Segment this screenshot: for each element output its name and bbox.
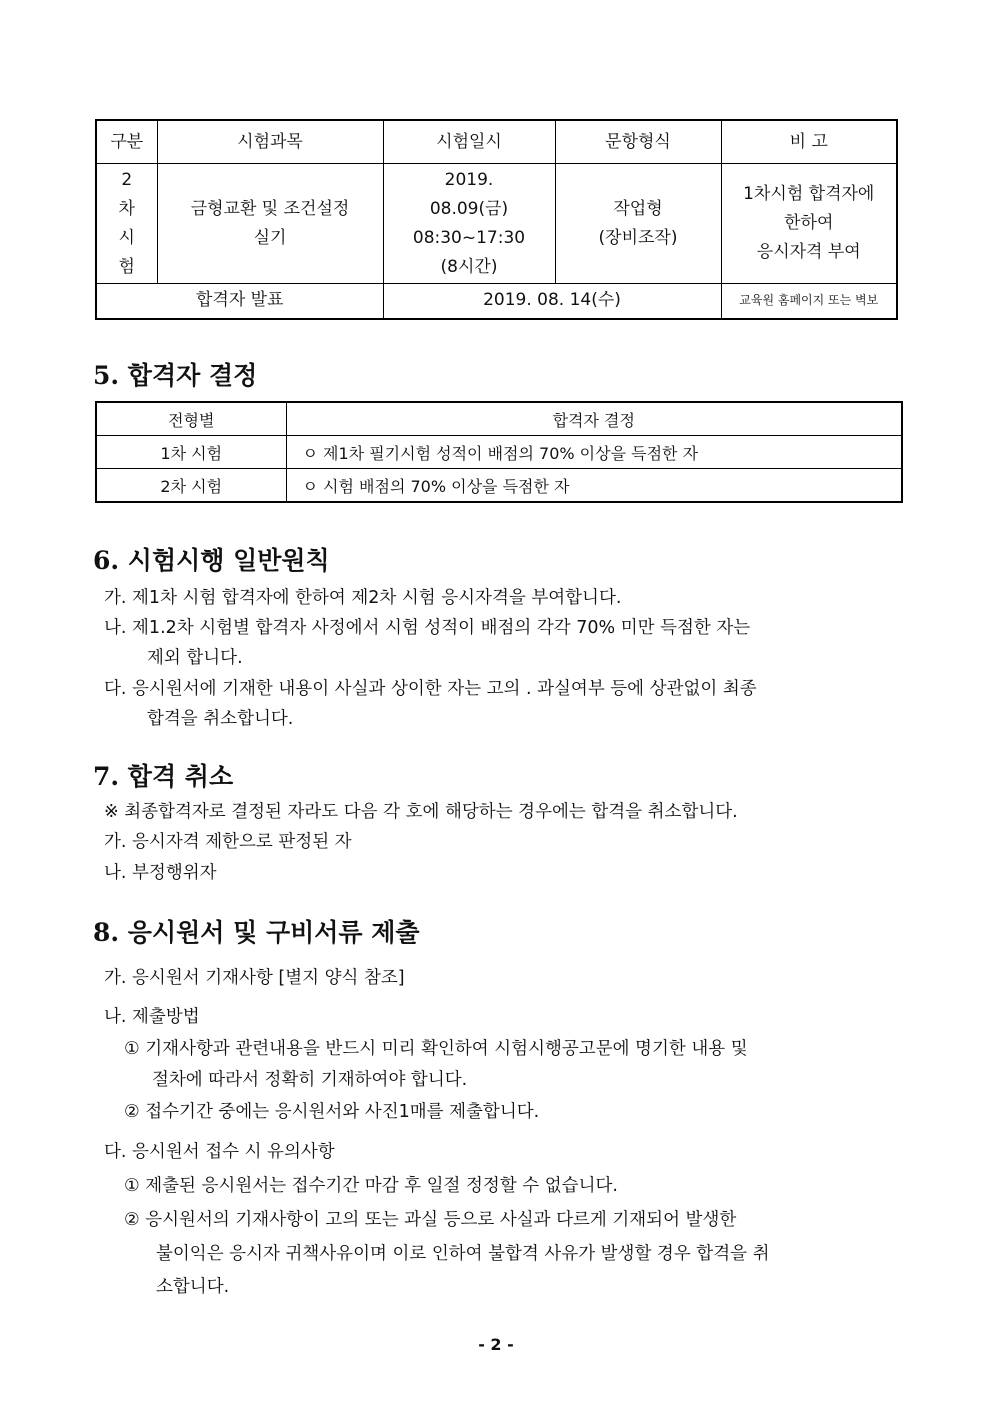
header-decision: 합격자 결정 — [286, 402, 902, 436]
round2-datetime: 2019. 08.09(금) 08:30~17:30 (8시간) — [383, 164, 555, 284]
rule-cell: ㅇ 시험 배점의 70% 이상을 득점한 자 — [286, 469, 902, 503]
text-line: 다. 응시원서 접수 시 유의사항 — [104, 1142, 335, 1162]
text-line: 합격을 취소합니다. — [147, 709, 294, 729]
header-stage: 전형별 — [96, 402, 286, 436]
rule-cell: ㅇ 제1차 필기시험 성적이 배점의 70% 이상을 득점한 자 — [286, 436, 902, 469]
table-row — [96, 469, 902, 503]
table-header-row — [96, 402, 902, 436]
table-row — [96, 284, 897, 319]
announce-label: 합격자 발표 — [96, 284, 383, 319]
stage-cell: 1차 시험 — [96, 436, 286, 469]
text-line: 나. 제출방법 — [104, 1007, 200, 1027]
section-8-title: 8. 응시원서 및 구비서류 제출 — [93, 918, 420, 947]
section-6-title: 6. 시험시행 일반원칙 — [93, 546, 330, 575]
header-datetime: 시험일시 — [383, 120, 555, 164]
round2-subject: 금형교환 및 조건설정 실기 — [157, 164, 383, 284]
text-line: 소합니다. — [156, 1277, 230, 1297]
text-line: 다. 응시원서에 기재한 내용이 사실과 상이한 자는 고의 . 과실여부 등에 상관없이 최종 — [104, 679, 757, 699]
text-line: ① 제출된 응시원서는 접수기간 마감 후 일절 정정할 수 없습니다. — [124, 1176, 618, 1196]
text-line: 불이익은 응시자 귀책사유이며 이로 인하여 불합격 사유가 발생할 경우 합격을 취 — [156, 1244, 770, 1264]
table-row — [96, 164, 897, 284]
text-line: ※ 최종합격자로 결정된 자라도 다음 각 호에 해당하는 경우에는 합격을 취소합니다. — [104, 802, 738, 822]
section-5-title: 5. 합격자 결정 — [93, 361, 258, 390]
section-7-title: 7. 합격 취소 — [93, 762, 234, 791]
text-line: ② 접수기간 중에는 응시원서와 사진1매를 제출합니다. — [124, 1102, 540, 1122]
text-line: 절차에 따라서 정확히 기재하여야 합니다. — [152, 1070, 468, 1090]
announce-where: 교육원 홈페이지 또는 벽보 — [721, 284, 897, 319]
header-subject: 시험과목 — [157, 120, 383, 164]
text-line: 제외 합니다. — [147, 648, 243, 668]
pass-decision-table — [95, 401, 903, 503]
round2-note: 1차시험 합격자에 한하여 응시자격 부여 — [721, 164, 897, 284]
exam-schedule-table — [95, 119, 898, 320]
stage-cell: 2차 시험 — [96, 469, 286, 503]
announce-date: 2019. 08. 14(수) — [383, 284, 721, 319]
text-line: 나. 부정행위자 — [104, 863, 217, 883]
header-note: 비 고 — [721, 120, 897, 164]
header-format: 문항형식 — [555, 120, 721, 164]
page-number: - 2 - — [478, 1335, 514, 1354]
text-line: 가. 응시자격 제한으로 판정된 자 — [104, 832, 352, 852]
header-category: 구분 — [96, 120, 157, 164]
text-line: 가. 제1차 시험 합격자에 한하여 제2차 시험 응시자격을 부여합니다. — [104, 588, 622, 608]
round2-format: 작업형 (장비조작) — [555, 164, 721, 284]
table-header-row — [96, 120, 897, 164]
table-row — [96, 436, 902, 469]
round2-category: 2 차 시 험 — [96, 164, 157, 284]
text-line: ① 기재사항과 관련내용을 반드시 미리 확인하여 시험시행공고문에 명기한 내용 및 — [124, 1039, 748, 1059]
text-line: 가. 응시원서 기재사항 [별지 양식 참조] — [104, 968, 405, 988]
text-line: 나. 제1.2차 시험별 합격자 사정에서 시험 성적이 배점의 각각 70% 미만 득점한 자는 — [104, 618, 751, 638]
text-line: ② 응시원서의 기재사항이 고의 또는 과실 등으로 사실과 다르게 기재되어 발생한 — [124, 1210, 737, 1230]
